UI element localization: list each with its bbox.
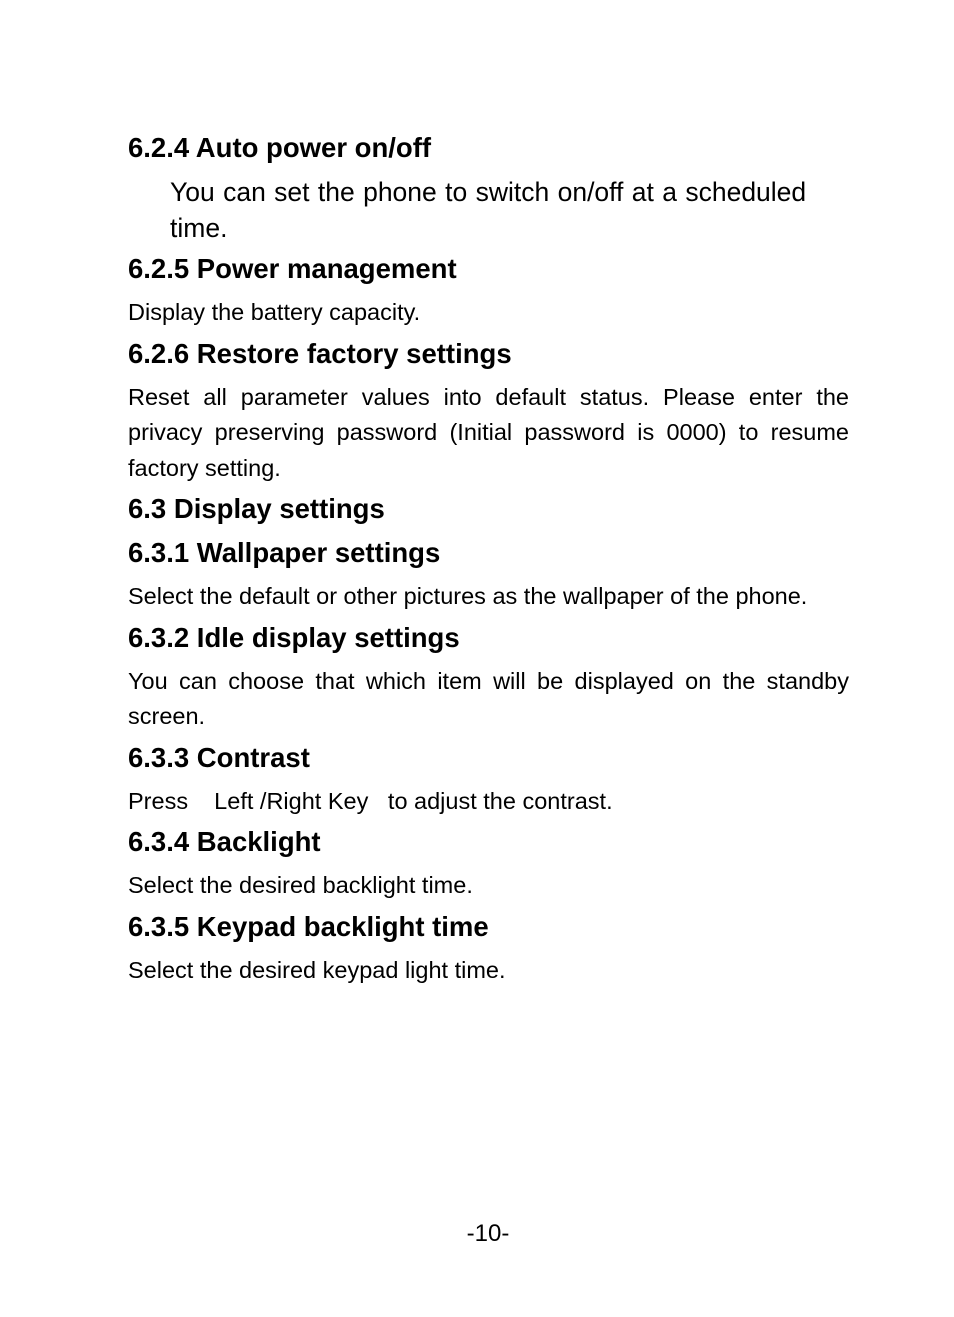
section-heading-restore-factory: 6.2.6 Restore factory settings: [128, 337, 512, 369]
section-text-power-management: Display the battery capacity.: [128, 299, 421, 325]
section-text-wallpaper: Select the default or other pictures as the wallpaper of the phone.: [128, 583, 808, 609]
section-heading-power-management: 6.2.5 Power management: [128, 253, 457, 284]
document-body: [128, 130, 849, 988]
page-number: -10-: [466, 1220, 510, 1247]
section-heading-keypad-backlight: 6.3.5 Keypad backlight time: [128, 910, 489, 942]
section-text-contrast: Press Left /Right Key to adjust the contrast.: [128, 787, 613, 814]
section-heading-idle-display: 6.3.2 Idle display settings: [128, 621, 460, 653]
section-heading-wallpaper: 6.3.1 Wallpaper settings: [128, 537, 441, 568]
section-text-keypad-backlight: Select the desired keypad light time.: [128, 956, 506, 983]
section-heading-contrast: 6.3.3 Contrast: [128, 741, 310, 773]
section-heading-display-settings: 6.3 Display settings: [128, 493, 385, 524]
section-text-idle-display: You can choose that which item will be displayed on the standby screen.: [128, 667, 849, 729]
section-heading-auto-power: 6.2.4 Auto power on/off: [128, 132, 432, 163]
section-text-auto-power: You can set the phone to switch on/off at a scheduled time.: [170, 177, 807, 243]
section-heading-backlight: 6.3.4 Backlight: [128, 826, 321, 857]
section-text-backlight: Select the desired backlight time.: [128, 872, 473, 898]
section-text-restore-factory: Reset all parameter values into default status. Please enter the privacy preserving password (Initial password is 0000) to resume factory setting.: [128, 383, 849, 481]
